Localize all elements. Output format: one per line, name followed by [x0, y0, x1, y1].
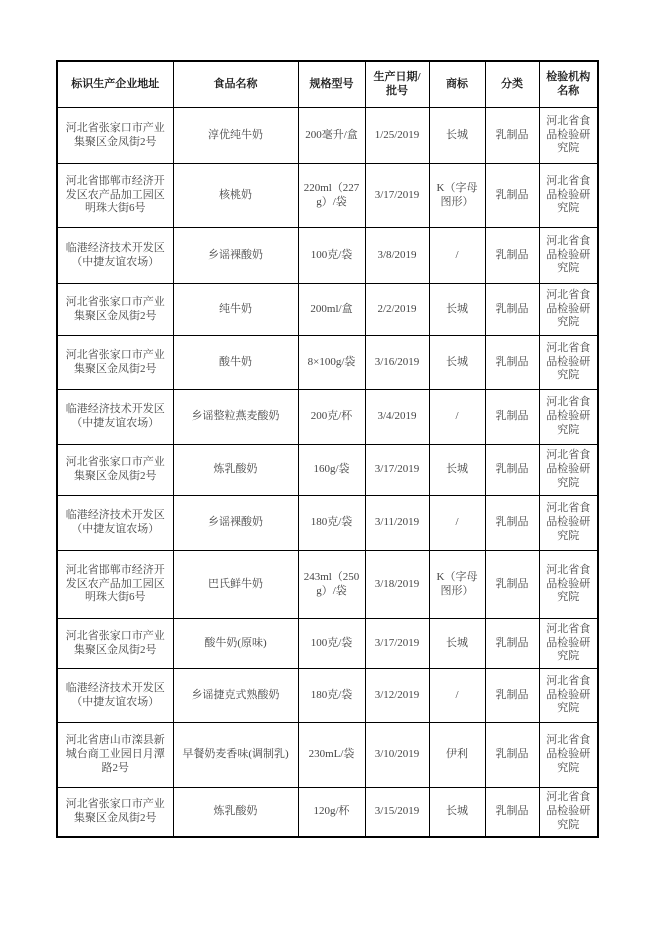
- cell-food-name: 巴氏鲜牛奶: [173, 551, 298, 619]
- food-inspection-table: [56, 60, 599, 838]
- cell-spec: 180克/袋: [298, 496, 365, 551]
- table-row: [57, 228, 598, 284]
- cell-food-name: 淳优纯牛奶: [173, 108, 298, 164]
- cell-category: 乳制品: [485, 390, 539, 445]
- column-header-brand: 商标: [429, 61, 485, 108]
- cell-agency: 河北省食品检验研究院: [539, 669, 598, 723]
- cell-category: 乳制品: [485, 788, 539, 837]
- cell-address: 河北省张家口市产业集聚区金凤街2号: [57, 619, 173, 669]
- table-header: [57, 61, 598, 108]
- cell-category: 乳制品: [485, 164, 539, 228]
- cell-production-date: 3/17/2019: [365, 619, 429, 669]
- cell-food-name: 酸牛奶(原味): [173, 619, 298, 669]
- column-header-address: 标识生产企业地址: [57, 61, 173, 108]
- cell-agency: 河北省食品检验研究院: [539, 496, 598, 551]
- cell-food-name: 炼乳酸奶: [173, 788, 298, 837]
- cell-address: 临港经济技术开发区（中捷友谊农场）: [57, 390, 173, 445]
- cell-brand: 伊利: [429, 723, 485, 788]
- cell-address: 河北省唐山市滦县新城台商工业园日月潭路2号: [57, 723, 173, 788]
- cell-food-name: 早餐奶麦香味(调制乳): [173, 723, 298, 788]
- cell-agency: 河北省食品检验研究院: [539, 164, 598, 228]
- cell-spec: 220ml（227g）/袋: [298, 164, 365, 228]
- cell-agency: 河北省食品检验研究院: [539, 723, 598, 788]
- cell-production-date: 1/25/2019: [365, 108, 429, 164]
- cell-brand: 长城: [429, 284, 485, 336]
- cell-food-name: 乡谣整粒燕麦酸奶: [173, 390, 298, 445]
- cell-food-name: 炼乳酸奶: [173, 445, 298, 496]
- column-header-production-date: 生产日期/批号: [365, 61, 429, 108]
- cell-agency: 河北省食品检验研究院: [539, 284, 598, 336]
- cell-agency: 河北省食品检验研究院: [539, 551, 598, 619]
- column-header-agency: 检验机构名称: [539, 61, 598, 108]
- cell-spec: 243ml（250g）/袋: [298, 551, 365, 619]
- table-row: [57, 619, 598, 669]
- cell-address: 河北省张家口市产业集聚区金凤街2号: [57, 788, 173, 837]
- cell-address: 河北省张家口市产业集聚区金凤街2号: [57, 108, 173, 164]
- cell-spec: 180克/袋: [298, 669, 365, 723]
- cell-production-date: 3/17/2019: [365, 445, 429, 496]
- cell-brand: 长城: [429, 788, 485, 837]
- table-row: [57, 788, 598, 837]
- cell-production-date: 3/12/2019: [365, 669, 429, 723]
- cell-food-name: 纯牛奶: [173, 284, 298, 336]
- cell-category: 乳制品: [485, 445, 539, 496]
- table-row: [57, 336, 598, 390]
- cell-brand: 长城: [429, 619, 485, 669]
- table-row: [57, 445, 598, 496]
- cell-food-name: 酸牛奶: [173, 336, 298, 390]
- table-row: [57, 496, 598, 551]
- cell-brand: 长城: [429, 108, 485, 164]
- cell-food-name: 乡谣捷克式熟酸奶: [173, 669, 298, 723]
- table-row: [57, 723, 598, 788]
- cell-production-date: 3/8/2019: [365, 228, 429, 284]
- cell-agency: 河北省食品检验研究院: [539, 108, 598, 164]
- cell-spec: 100克/袋: [298, 228, 365, 284]
- cell-food-name: 核桃奶: [173, 164, 298, 228]
- cell-address: 河北省张家口市产业集聚区金凤街2号: [57, 284, 173, 336]
- cell-category: 乳制品: [485, 496, 539, 551]
- cell-production-date: 3/10/2019: [365, 723, 429, 788]
- cell-address: 临港经济技术开发区（中捷友谊农场）: [57, 228, 173, 284]
- table-body: [57, 108, 598, 837]
- cell-brand: 长城: [429, 336, 485, 390]
- cell-brand: /: [429, 669, 485, 723]
- cell-brand: K（字母图形）: [429, 164, 485, 228]
- cell-food-name: 乡谣裸酸奶: [173, 228, 298, 284]
- cell-brand: 长城: [429, 445, 485, 496]
- cell-production-date: 3/16/2019: [365, 336, 429, 390]
- cell-address: 河北省邯郸市经济开发区农产品加工园区明珠大街6号: [57, 551, 173, 619]
- cell-address: 河北省邯郸市经济开发区农产品加工园区明珠大街6号: [57, 164, 173, 228]
- cell-spec: 120g/杯: [298, 788, 365, 837]
- cell-production-date: 3/4/2019: [365, 390, 429, 445]
- cell-address: 河北省张家口市产业集聚区金凤街2号: [57, 336, 173, 390]
- cell-category: 乳制品: [485, 108, 539, 164]
- cell-address: 河北省张家口市产业集聚区金凤街2号: [57, 445, 173, 496]
- cell-production-date: 2/2/2019: [365, 284, 429, 336]
- table-row: [57, 284, 598, 336]
- cell-brand: K（字母图形）: [429, 551, 485, 619]
- cell-spec: 200毫升/盒: [298, 108, 365, 164]
- table-row: [57, 108, 598, 164]
- cell-category: 乳制品: [485, 336, 539, 390]
- cell-agency: 河北省食品检验研究院: [539, 336, 598, 390]
- cell-production-date: 3/11/2019: [365, 496, 429, 551]
- cell-agency: 河北省食品检验研究院: [539, 390, 598, 445]
- cell-agency: 河北省食品检验研究院: [539, 788, 598, 837]
- table-row: [57, 669, 598, 723]
- cell-spec: 230mL/袋: [298, 723, 365, 788]
- column-header-spec: 规格型号: [298, 61, 365, 108]
- cell-spec: 160g/袋: [298, 445, 365, 496]
- table-row: [57, 551, 598, 619]
- header-row: [57, 61, 598, 108]
- column-header-food-name: 食品名称: [173, 61, 298, 108]
- cell-brand: /: [429, 228, 485, 284]
- cell-spec: 200ml/盒: [298, 284, 365, 336]
- cell-address: 临港经济技术开发区（中捷友谊农场）: [57, 669, 173, 723]
- cell-spec: 100克/袋: [298, 619, 365, 669]
- cell-category: 乳制品: [485, 228, 539, 284]
- cell-category: 乳制品: [485, 669, 539, 723]
- cell-production-date: 3/15/2019: [365, 788, 429, 837]
- cell-agency: 河北省食品检验研究院: [539, 445, 598, 496]
- cell-category: 乳制品: [485, 551, 539, 619]
- cell-production-date: 3/18/2019: [365, 551, 429, 619]
- cell-spec: 8×100g/袋: [298, 336, 365, 390]
- cell-agency: 河北省食品检验研究院: [539, 228, 598, 284]
- cell-category: 乳制品: [485, 723, 539, 788]
- table-row: [57, 164, 598, 228]
- cell-address: 临港经济技术开发区（中捷友谊农场）: [57, 496, 173, 551]
- cell-food-name: 乡谣裸酸奶: [173, 496, 298, 551]
- cell-brand: /: [429, 496, 485, 551]
- column-header-category: 分类: [485, 61, 539, 108]
- cell-production-date: 3/17/2019: [365, 164, 429, 228]
- cell-category: 乳制品: [485, 619, 539, 669]
- table-row: [57, 390, 598, 445]
- cell-category: 乳制品: [485, 284, 539, 336]
- cell-agency: 河北省食品检验研究院: [539, 619, 598, 669]
- cell-brand: /: [429, 390, 485, 445]
- cell-spec: 200克/杯: [298, 390, 365, 445]
